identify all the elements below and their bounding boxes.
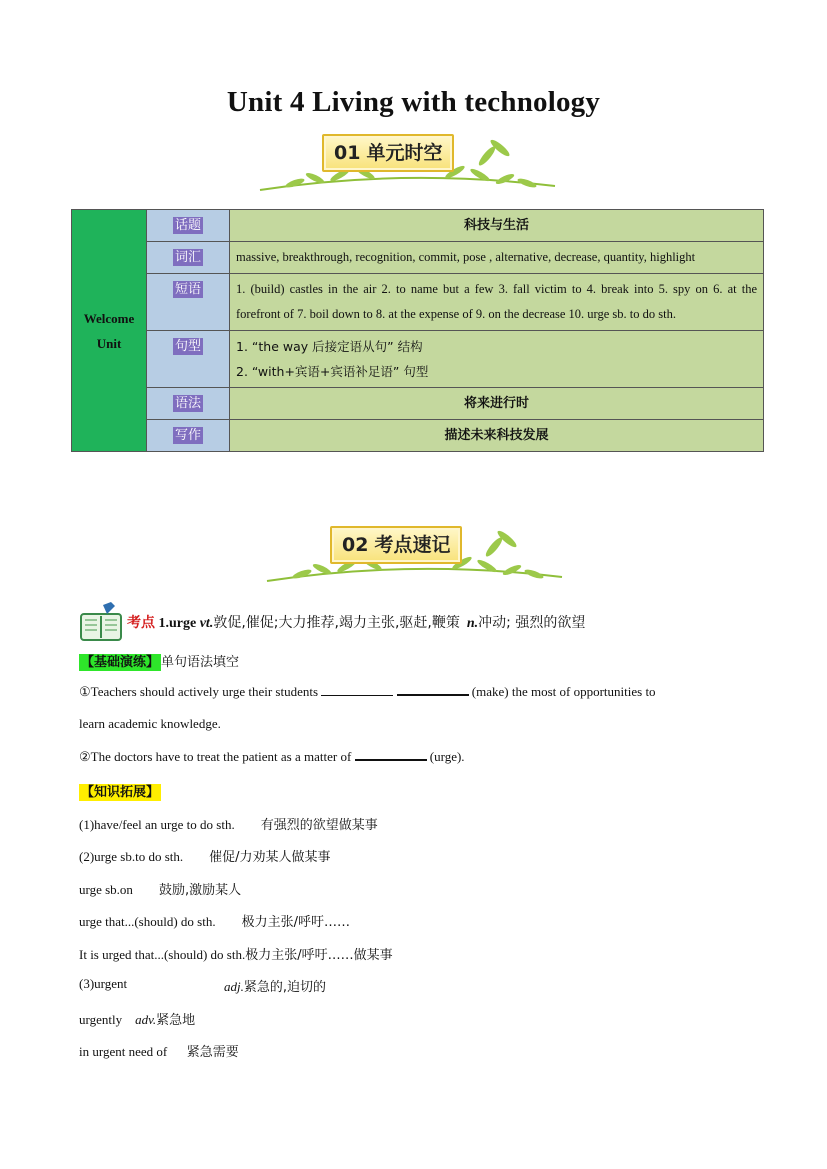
section-banner-2 bbox=[0, 519, 827, 599]
extension-item: (1)have/feel an urge to do sth. 有强烈的欲望做某事 bbox=[79, 817, 378, 833]
question-2-text: ②The doctors have to treat the patient as a matter of bbox=[79, 749, 352, 764]
section-label: 考点速记 bbox=[374, 534, 451, 556]
row-label-grammar: 语法 bbox=[147, 388, 230, 420]
key-point-prefix: 考点 bbox=[127, 615, 155, 631]
question-1-text: ①Teachers should actively urge their students bbox=[79, 684, 319, 699]
row-label-phrases: 短语 bbox=[147, 274, 230, 331]
row-label-topic: 话题 bbox=[147, 210, 230, 242]
row-content-writing: 描述未来科技发展 bbox=[230, 420, 764, 452]
row-content-topic: 科技与生活 bbox=[230, 210, 764, 242]
extension-item: It is urged that...(should) do sth.极力主张/呼吁……做某事 bbox=[79, 947, 393, 963]
key-word-def-2: 冲动; 强烈的欲望 bbox=[478, 615, 586, 631]
row-label-writing: 写作 bbox=[147, 420, 230, 452]
question-2 bbox=[79, 749, 465, 765]
question-1-continuation: learn academic knowledge. bbox=[79, 716, 221, 731]
answer-blank[interactable] bbox=[397, 684, 469, 696]
question-1-hint: (make) the most of opportunities to bbox=[471, 684, 656, 699]
extension-header bbox=[79, 781, 161, 800]
practice-instruction: 单句语法填空 bbox=[161, 655, 240, 670]
extension-item: urge sb.on 鼓励,激励某人 bbox=[79, 882, 242, 898]
question-1 bbox=[79, 684, 748, 700]
question-2-hint: (urge). bbox=[429, 749, 465, 764]
key-point-number: 1. bbox=[158, 616, 169, 631]
practice-header bbox=[79, 651, 239, 670]
row-content-phrases: 1. (build) castles in the air 2. to name but a few 3. fall victim to 4. break into 5. spy on 6. at the forefront of 7. boil down to 8. at the expense of 9. on the decrease 10. urge sb. to do sth. bbox=[230, 274, 764, 331]
answer-blank[interactable] bbox=[355, 749, 427, 761]
section-badge-1 bbox=[322, 134, 454, 172]
unit-overview-table bbox=[71, 209, 764, 452]
sentence-pattern-1: 1. “the way 后接定语从句” 结构 bbox=[236, 339, 423, 354]
practice-tag: 【基础演练】 bbox=[81, 655, 160, 670]
key-word-pos-1: vt. bbox=[199, 616, 214, 631]
key-word-pos-2: n. bbox=[466, 616, 479, 631]
section-label: 单元时空 bbox=[366, 142, 443, 164]
section-banner-1 bbox=[0, 128, 827, 208]
row-label-sentences: 句型 bbox=[147, 331, 230, 388]
unit-cell bbox=[72, 210, 147, 452]
unit-label-1: Welcome bbox=[83, 310, 135, 326]
page-title: Unit 4 Living with technology bbox=[226, 86, 601, 118]
section-badge-2 bbox=[330, 526, 462, 564]
section-number: 01 bbox=[334, 142, 361, 164]
extension-tag: 【知识拓展】 bbox=[81, 785, 160, 800]
row-content-grammar: 将来进行时 bbox=[230, 388, 764, 420]
key-word: urge bbox=[169, 616, 197, 631]
key-point-line bbox=[127, 612, 585, 632]
extension-item: in urgent need of 紧急需要 bbox=[79, 1044, 239, 1060]
book-pen-icon bbox=[79, 602, 125, 642]
extension-item: urgently adv.紧急地 bbox=[79, 1012, 196, 1028]
row-content-vocab: massive, breakthrough, recognition, commit, pose , alternative, decrease, quantity, highlight bbox=[230, 242, 764, 274]
key-word-def-1: 敦促,催促;大力推荐,竭力主张,驱赶,鞭策 bbox=[213, 615, 460, 631]
extension-item: (2)urge sb.to do sth. 催促/力劝某人做某事 bbox=[79, 849, 331, 865]
answer-blank[interactable] bbox=[321, 685, 393, 696]
row-label-vocab: 词汇 bbox=[147, 242, 230, 274]
key-point-header bbox=[79, 602, 759, 642]
row-content-sentences bbox=[230, 331, 764, 388]
extension-item: (3)urgent adj.紧急的,迫切的 bbox=[79, 976, 327, 995]
unit-label-2: Unit bbox=[96, 335, 122, 351]
sentence-pattern-2: 2. “with+宾语+宾语补足语” 句型 bbox=[236, 364, 429, 379]
extension-item: urge that...(should) do sth. 极力主张/呼吁…… bbox=[79, 914, 350, 930]
section-number: 02 bbox=[342, 534, 369, 556]
